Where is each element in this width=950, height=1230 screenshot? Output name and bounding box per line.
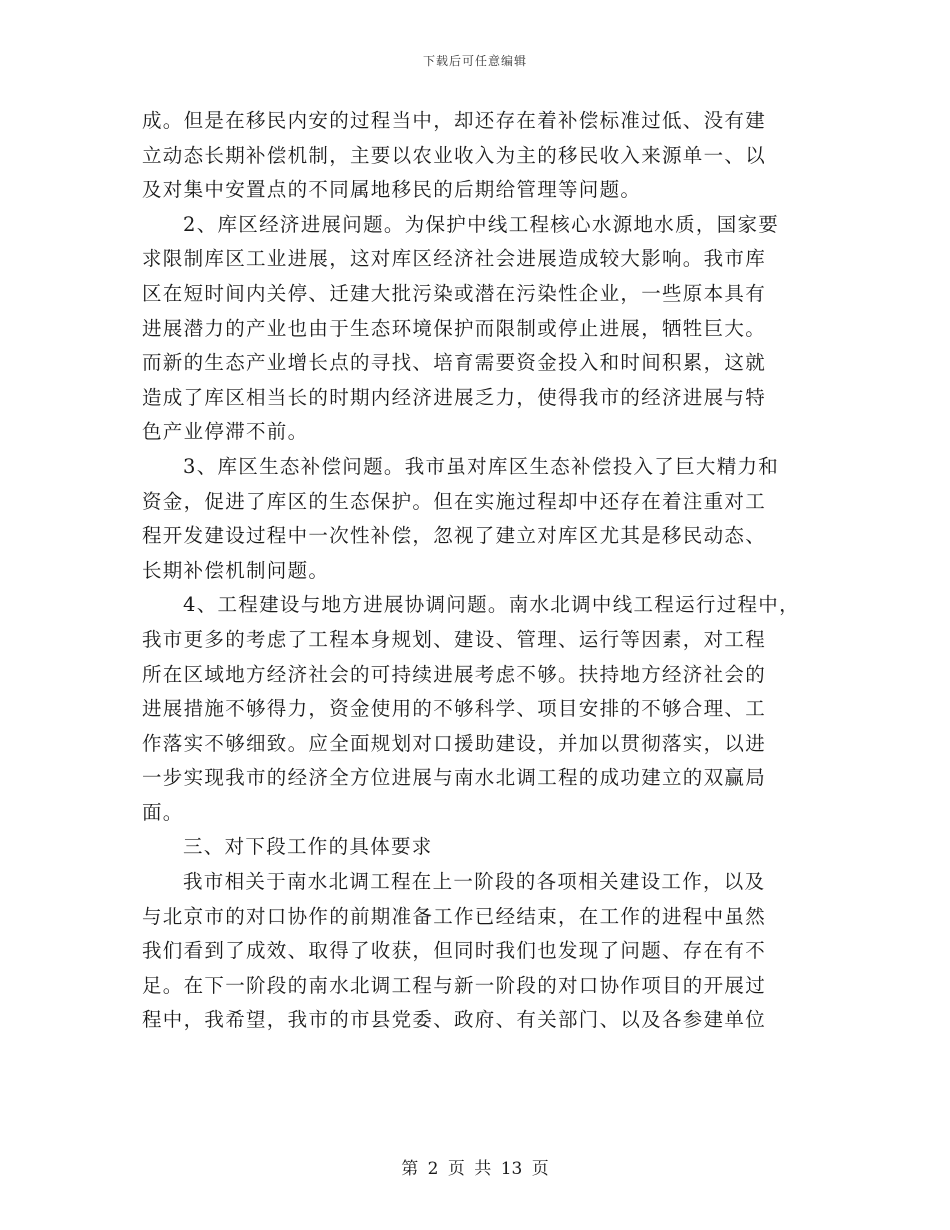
body-line: 足。在下一阶段的南水北调工程与新一阶段的对口协作项目的开展过 — [142, 973, 767, 997]
body-line: 3、库区生态补偿问题。我市虽对库区生态补偿投入了巨大精力和 — [183, 454, 780, 478]
body-line: 与北京市的对口协作的前期准备工作已经结束，在工作的进程中虽然 — [142, 904, 767, 928]
body-line: 而新的生态产业增长点的寻找、培育需要资金投入和时间积累，这就 — [142, 351, 767, 375]
body-line: 作落实不够细致。应全面规划对口援助建设，并加以贯彻落实，以进 — [142, 731, 767, 755]
body-line: 长期补偿机制问题。 — [142, 558, 330, 582]
body-line: 造成了库区相当长的时期内经济进展乏力，使得我市的经济进展与特 — [142, 385, 767, 409]
page-number-footer: 第 2 页 共 13 页 — [401, 1159, 549, 1179]
body-line: 进展潜力的产业也由于生态环境保护而限制或停止进展，牺牲巨大。 — [142, 316, 767, 340]
document-body — [142, 104, 832, 1038]
body-line: 求限制库区工业进展，这对库区经济社会进展造成较大影响。我市库 — [142, 247, 767, 271]
body-line: 我市更多的考虑了工程本身规划、建设、管理、运行等因素，对工程 — [142, 627, 767, 651]
body-line: 我市相关于南水北调工程在上一阶段的各项相关建设工作，以及 — [183, 870, 766, 894]
body-line: 面。 — [142, 800, 184, 824]
body-line: 进展措施不够得力，资金使用的不够科学、项目安排的不够合理、工 — [142, 697, 767, 721]
body-line: 区在短时间内关停、迁建大批污染或潜在污染性企业，一些原本具有 — [142, 281, 767, 305]
body-line: 资金，促进了库区的生态保护。但在实施过程却中还存在着注重对工 — [142, 489, 767, 513]
body-line: 一步实现我市的经济全方位进展与南水北调工程的成功建立的双赢局 — [142, 766, 767, 790]
body-line: 成。但是在移民内安的过程当中，却还存在着补偿标准过低、没有建 — [142, 109, 767, 132]
page-header: 下载后可任意编辑 — [422, 54, 527, 68]
body-line: 立动态长期补偿机制，主要以农业收入为主的移民收入来源单一、以 — [142, 143, 767, 167]
body-line: 2、库区经济进展问题。为保护中线工程核心水源地水质，国家要 — [183, 212, 780, 236]
body-line: 及对集中安置点的不同属地移民的后期给管理等问题。 — [142, 178, 642, 202]
body-line: 程中，我希望，我市的市县党委、政府、有关部门、以及各参建单位 — [142, 1008, 767, 1032]
body-line: 4、工程建设与地方进展协调问题。南水北调中线工程运行过程中， — [183, 593, 800, 617]
body-line: 程开发建设过程中一次性补偿，忽视了建立对库区尤其是移民动态、 — [142, 524, 767, 548]
body-line: 所在区域地方经济社会的可持续进展考虑不够。扶持地方经济社会的 — [142, 662, 767, 686]
body-line: 我们看到了成效、取得了收获，但同时我们也发现了问题、存在有不 — [142, 939, 767, 963]
body-line: 色产业停滞不前。 — [142, 420, 309, 444]
section-heading: 三、对下段工作的具体要求 — [183, 835, 433, 859]
